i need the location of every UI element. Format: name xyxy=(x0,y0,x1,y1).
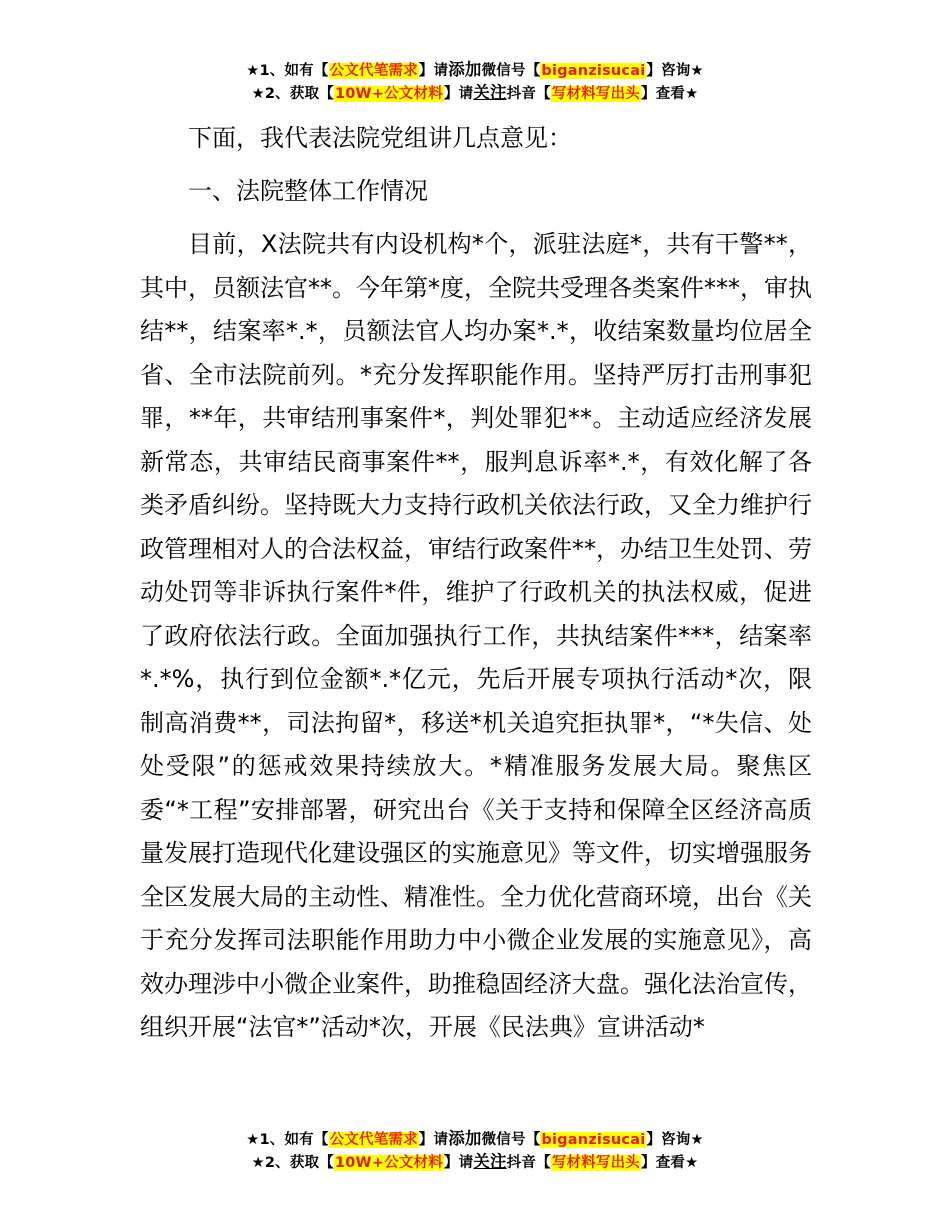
highlight-tag: 10W+公文材料 xyxy=(334,1155,443,1171)
banner-text: 微信号【 xyxy=(481,1132,541,1148)
banner-line-1 xyxy=(0,1128,950,1151)
douyin-id-tag: 写材料写出头 xyxy=(551,86,641,102)
emphasis-text: 关注 xyxy=(473,1152,507,1171)
banner-text: ★2、获取【 xyxy=(251,86,334,102)
banner-text: 】查看★ xyxy=(641,86,699,102)
banner-text: 】请 xyxy=(443,1155,474,1171)
banner-text: ★1、如有【 xyxy=(246,63,329,79)
emphasis-text: 添加 xyxy=(448,60,482,79)
wechat-id-tag: biganzisucai xyxy=(541,63,646,79)
banner-line-1 xyxy=(0,59,950,82)
douyin-id-tag: 写材料写出头 xyxy=(551,1155,641,1171)
highlight-tag: 10W+公文材料 xyxy=(334,86,443,102)
banner-text: 】查看★ xyxy=(641,1155,699,1171)
emphasis-text: 添加 xyxy=(448,1129,482,1148)
banner-line-2 xyxy=(0,82,950,105)
emphasis-text: 关注 xyxy=(473,83,507,102)
banner-text: 】请 xyxy=(443,86,474,102)
highlight-tag: 公文代笔需求 xyxy=(329,1132,418,1148)
intro-paragraph: 下面，我代表法院党组讲几点意见： xyxy=(188,124,572,152)
banner-text: 】请 xyxy=(418,63,449,79)
banner-text: 抖音【 xyxy=(506,1155,551,1171)
wechat-id-tag: biganzisucai xyxy=(541,1132,646,1148)
body-paragraph: 目前，X法院共有内设机构*个，派驻法庭*，共有干警**，其中，员额法官**。今年第*度，全院共受理各类案件***，审执结**，结案率*.*，员额法官人均办案*.*，收结案数量均位居全省、全市法院前列。*充分发挥职能作用。坚持严厉打击刑事犯罪，**年，共审结刑事案件*，判处罪犯**。主动适应经济发展新常态，共审结民商事案件**，服判息诉率*.*，有效化解了各类矛盾纠纷。坚持既大力支持行政机关依法行政，又全力维护行政管理相对人的合法权益，审结行政案件**，办结卫生处罚、劳动处罚等非诉执行案件*件，维护了行政机关的执法权威，促进了政府依法行政。全面加强执行工作，共执结案件***，结案率*.*%，执行到位金额*.*亿元，先后开展专项执行活动*次，限制高消费**，司法拘留*，移送*机关追究拒执罪*，“*失信、处处受限”的惩戒效果持续放大。*精准服务发展大局。聚焦区委“*工程”安排部署，研究出台《关于支持和保障全区经济高质量发展打造现代化建设强区的实施意见》等文件，切实增强服务全区发展大局的主动性、精准性。全力优化营商环境，出台《关于充分发挥司法职能作用助力中小微企业发展的实施意见》，高效办理涉中小微企业案件，助推稳固经济大盘。强化法治宣传，组织开展“法官*”活动*次，开展《民法典》宣讲活动* xyxy=(140,230,812,1041)
banner-text: 】咨询★ xyxy=(646,63,704,79)
banner-text: 】咨询★ xyxy=(646,1132,704,1148)
banner-text: 微信号【 xyxy=(481,63,541,79)
banner-text: 】请 xyxy=(418,1132,449,1148)
footer-banner xyxy=(0,1128,950,1174)
banner-text: ★2、获取【 xyxy=(251,1155,334,1171)
highlight-tag: 公文代笔需求 xyxy=(329,63,418,79)
header-banner xyxy=(0,59,950,105)
banner-line-2 xyxy=(0,1151,950,1174)
banner-text: ★1、如有【 xyxy=(246,1132,329,1148)
section-heading: 一、法院整体工作情况 xyxy=(188,177,428,205)
banner-text: 抖音【 xyxy=(506,86,551,102)
